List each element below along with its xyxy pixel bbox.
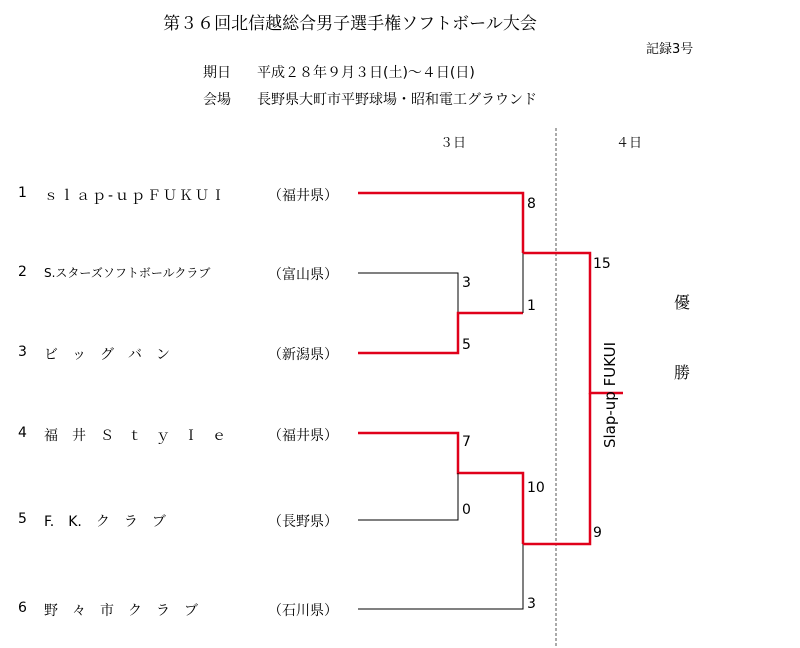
bracket-line-team5 [358, 473, 458, 520]
venue-label: 会場 [203, 92, 231, 108]
score-team3: 5 [462, 337, 471, 353]
team-name: ｓｌａｐ-ｕｐＦＵＫＵＩ [44, 188, 228, 204]
bracket-line-team2 [358, 273, 458, 313]
team-number: 5 [18, 511, 27, 527]
team-number: 2 [18, 264, 27, 280]
team-prefecture: （長野県） [268, 514, 338, 530]
champion-label-top: 優 [674, 293, 691, 312]
champion-name: Slap-up FUKUI [601, 341, 619, 449]
bracket-line-team1-win [358, 193, 523, 253]
team-prefecture: （富山県） [268, 267, 338, 283]
bracket-line-team4-win [358, 433, 523, 544]
team-number: 4 [18, 425, 27, 441]
score-team2: 3 [462, 275, 471, 291]
page-title: 第３６回北信越総合男子選手権ソフトボール大会 [163, 14, 537, 34]
score-final-top: 15 [593, 256, 611, 272]
day1-label: ３日 [440, 136, 467, 151]
date-label: 期日 [203, 65, 231, 81]
team-number: 1 [18, 185, 27, 201]
team-name: F. K. ク ラ ブ [44, 514, 166, 530]
team-name: S.スターズソフトボールクラブ [44, 266, 211, 280]
bracket-line-team6 [358, 544, 523, 609]
score-final-bottom: 9 [593, 525, 602, 541]
day2-label: ４日 [616, 136, 643, 151]
date-value: 平成２８年９月３日(土)～４日(日) [257, 65, 475, 81]
score-sf1-lower: 1 [527, 298, 536, 314]
team-name: 福 井 Ｓ ｔ ｙ Ｉ ｅ [44, 428, 226, 444]
record-number: 記録3号 [646, 42, 694, 57]
team-prefecture: （石川県） [268, 603, 338, 619]
bracket-line-team3-win [358, 313, 523, 353]
venue-value: 長野県大町市平野球場・昭和電工グラウンド [257, 92, 537, 108]
team-prefecture: （福井県） [268, 188, 338, 204]
team-number: 3 [18, 344, 27, 360]
score-sf2-upper: 10 [527, 480, 545, 496]
team-number: 6 [18, 600, 27, 616]
team-prefecture: （新潟県） [268, 347, 338, 363]
score-team6: 3 [527, 596, 536, 612]
score-team1: 8 [527, 196, 536, 212]
champion-label-bottom: 勝 [674, 363, 691, 382]
team-name: ビ ッ グ バ ン [44, 347, 170, 363]
team-name: 野 々 市 ク ラ ブ [44, 603, 198, 619]
score-team4: 7 [462, 434, 471, 450]
score-team5: 0 [462, 502, 471, 518]
team-prefecture: （福井県） [268, 428, 338, 444]
